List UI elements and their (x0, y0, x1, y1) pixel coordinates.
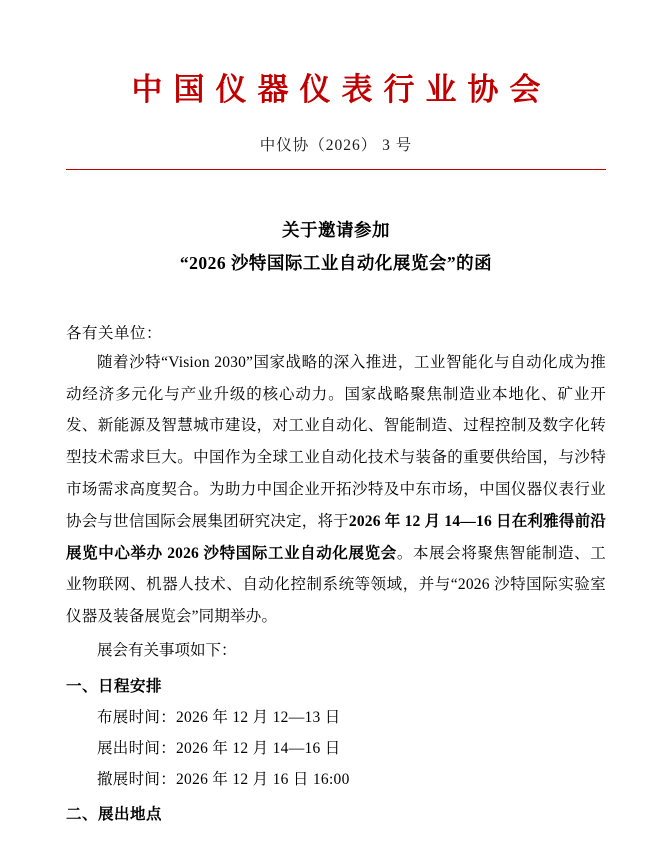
notice-line: 展会有关事项如下： (97, 641, 237, 659)
section-heading-schedule: 一、日程安排 (66, 677, 163, 695)
main-paragraph (66, 347, 606, 633)
letterhead-organization: 中国仪器仪表行业协会 (131, 72, 552, 108)
letterhead-divider (66, 169, 606, 170)
schedule-line-setup: 布展时间：2026 年 12 月 12—13 日 (97, 709, 341, 727)
schedule-line-exhibition: 展出时间：2026 年 12 月 14—16 日 (97, 740, 341, 758)
main-paragraph-part-2: 。本展会将聚焦智能制造、工业物联网、机器人技术、自动化控制系统等领域，并与“2026 沙特国际实验室仪器及装备展览会”同期举办。 (66, 544, 606, 626)
document-title (66, 214, 606, 279)
document-number: 中仪协（2026） 3 号 (259, 137, 413, 155)
main-paragraph-part-1: 随着沙特“Vision 2030”国家战略的深入推进，工业智能化与自动化成为推动经济多元化与产业升级的核心动力。国家战略聚焦制造业本地化、矿业开发、新能源及智慧城市建设，对工业自动化、智能制造、过程控制及数字化转型技术需求巨大。中国作为全球工业自动化技术与装备的重要供给国，与沙特市场需求高度契合。为助力中国企业开拓沙特及中东市场，中国仪器仪表行业协会与世信国际会展集团研究决定，将于 (66, 353, 606, 530)
schedule-line-teardown: 撤展时间：2026 年 12 月 16 日 16:00 (97, 771, 350, 789)
section-heading-venue: 二、展出地点 (66, 806, 163, 824)
salutation: 各有关单位： (66, 324, 163, 342)
title-line-1: 关于邀请参加 (282, 220, 390, 241)
title-line-2: “2026 沙特国际工业自动化展览会”的函 (179, 252, 493, 273)
main-paragraph-emphasis: 2026 年 12 月 14—16 日在利雅得前沿展览中心举办 2026 沙特国际工业自动化展览会 (66, 512, 606, 562)
